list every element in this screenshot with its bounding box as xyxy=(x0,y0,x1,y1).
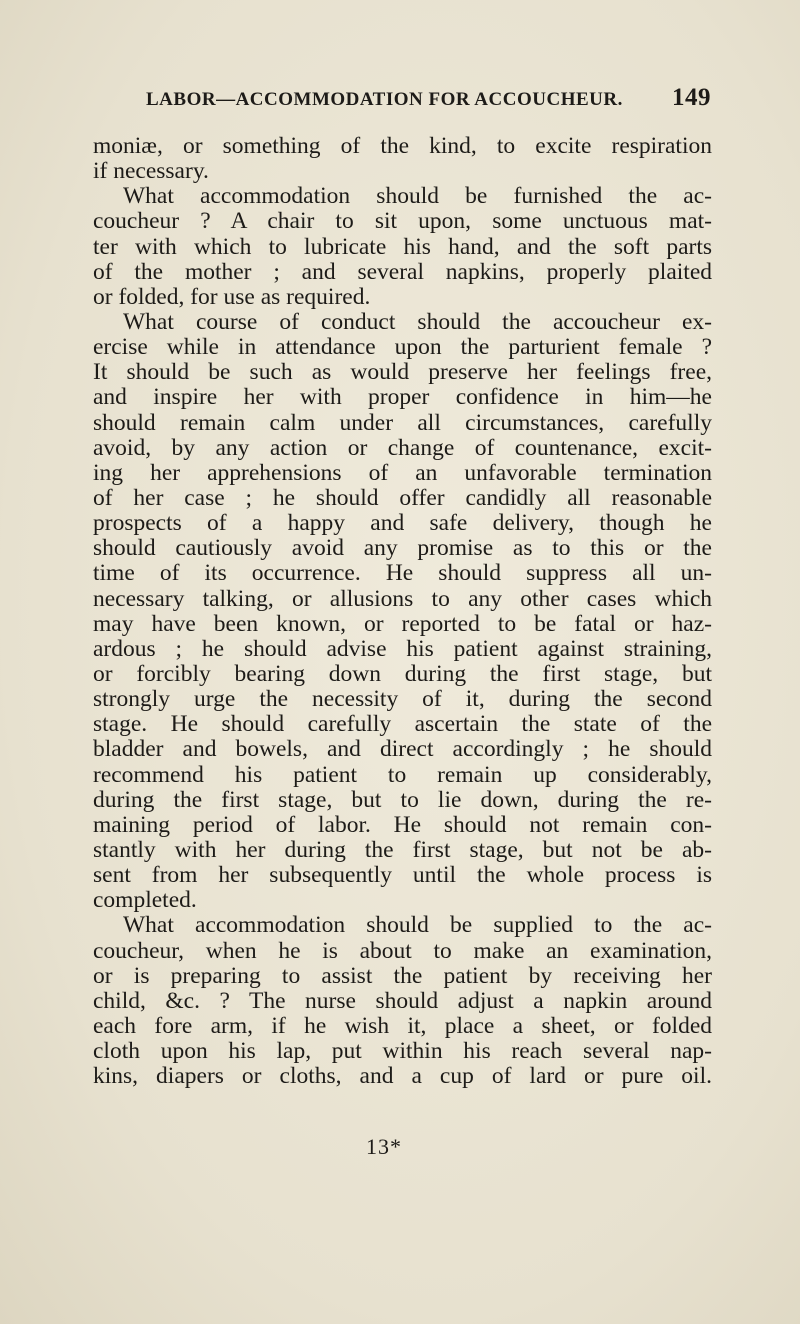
text-line: recommend his patient to remain up considerably, xyxy=(93,762,712,788)
text-line: child, &c. ? The nurse should adjust a napkin around xyxy=(93,988,712,1014)
text-line: stage. He should carefully ascertain the state of the xyxy=(93,712,712,738)
page-number: 149 xyxy=(672,84,711,111)
signature-mark: 13* xyxy=(366,1134,402,1159)
text-line: maining period of labor. He should not remain con- xyxy=(93,812,712,838)
text-line: cloth upon his lap, put within his reach several nap- xyxy=(93,1039,712,1065)
text-line: may have been known, or reported to be fatal or haz- xyxy=(93,611,712,637)
text-line: kins, diapers or cloths, and a cup of lard or pure oil. xyxy=(93,1064,712,1090)
text-line: ing her apprehensions of an unfavorable termination xyxy=(93,460,712,486)
text-line: or is preparing to assist the patient by receiving her xyxy=(93,963,712,989)
text-line: What accommodation should be supplied to the ac- xyxy=(123,913,712,939)
text-line: necessary talking, or allusions to any other cases which xyxy=(93,586,712,612)
text-line: What course of conduct should the accoucheur ex- xyxy=(123,309,712,335)
text-line: What accommodation should be furnished the ac- xyxy=(123,184,712,210)
text-line: avoid, by any action or change of countenance, excit- xyxy=(93,435,712,461)
text-line: It should be such as would preserve her feelings free, xyxy=(93,360,712,386)
running-head-title: LABOR—ACCOMMODATION FOR ACCOUCHEUR. xyxy=(146,89,623,110)
text-line: and inspire her with proper confidence in him—he xyxy=(93,385,712,411)
text-line: time of its occurrence. He should suppress all un- xyxy=(93,561,712,587)
text-line: should remain calm under all circumstances, carefully xyxy=(93,410,712,436)
body-text xyxy=(93,134,712,1089)
running-head xyxy=(146,84,711,114)
text-line: of the mother ; and several napkins, properly plaited xyxy=(93,259,712,285)
text-line: bladder and bowels, and direct accordingly ; he should xyxy=(93,737,712,763)
text-line: if necessary. xyxy=(93,159,209,185)
text-line: completed. xyxy=(93,888,197,914)
text-line: coucheur ? A chair to sit upon, some unctuous mat- xyxy=(93,209,712,235)
text-line: moniæ, or something of the kind, to excite respiration xyxy=(93,134,712,159)
text-line: stantly with her during the first stage, but not be ab- xyxy=(93,837,712,863)
text-line: should cautiously avoid any promise as to this or the xyxy=(93,536,712,562)
text-line: or folded, for use as required. xyxy=(93,284,371,310)
text-line: ter with which to lubricate his hand, and the soft parts xyxy=(93,234,712,260)
text-line: or forcibly bearing down during the first stage, but xyxy=(93,661,712,687)
text-line: during the first stage, but to lie down, during the re- xyxy=(93,787,712,813)
text-line: each fore arm, if he wish it, place a sheet, or folded xyxy=(93,1013,712,1039)
text-line: coucheur, when he is about to make an examination, xyxy=(93,938,712,964)
text-line: of her case ; he should offer candidly all reasonable xyxy=(93,485,712,511)
text-line: sent from her subsequently until the whole process is xyxy=(93,863,712,889)
text-line: prospects of a happy and safe delivery, though he xyxy=(93,511,712,537)
text-line: ercise while in attendance upon the parturient female ? xyxy=(93,335,712,361)
text-line: ardous ; he should advise his patient against straining, xyxy=(93,636,712,662)
text-line: strongly urge the necessity of it, during the second xyxy=(93,687,712,713)
